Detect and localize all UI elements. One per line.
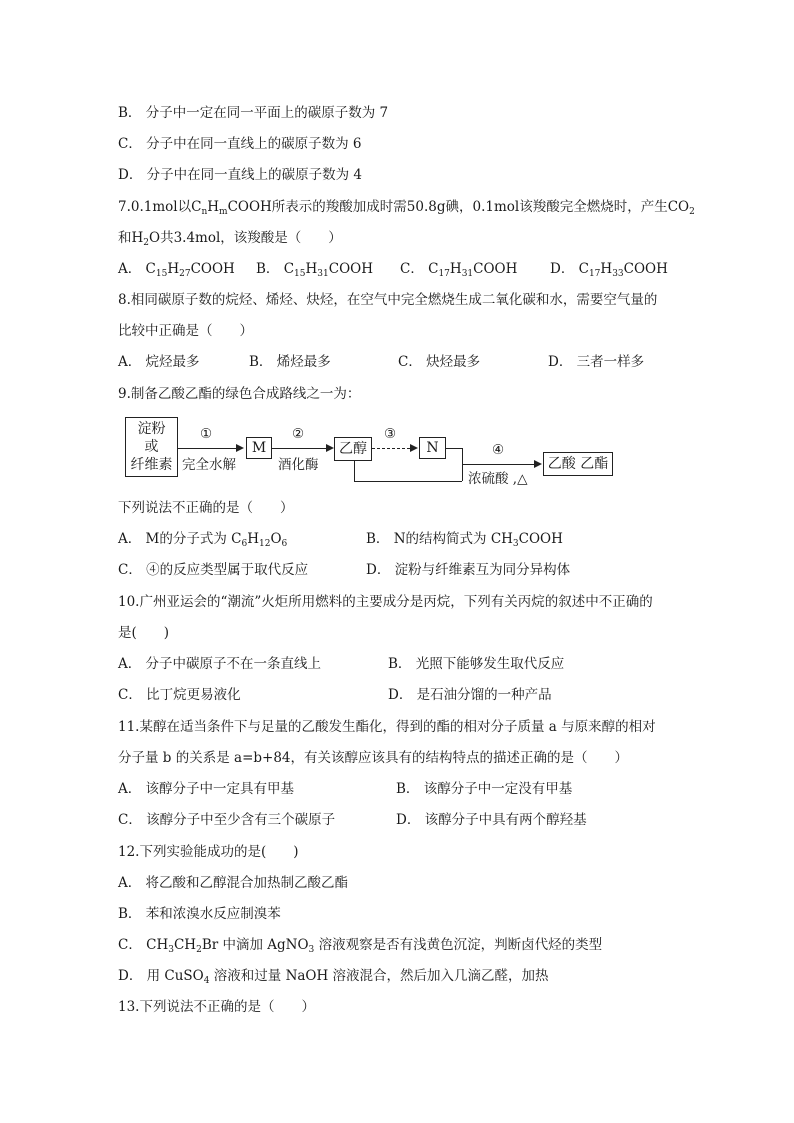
box-m: M — [246, 437, 272, 459]
q10-option-c: C． 比丁烷更易液化 — [118, 687, 241, 703]
arrow-step2-line — [272, 448, 326, 449]
q10-option-a: A． 分子中碳原子不在一条直线上 — [118, 656, 322, 672]
arrow-step1-head — [236, 444, 244, 452]
q13-stem: 13.下列说法不正确的是（ ） — [118, 999, 315, 1015]
step4-number: ④ — [492, 442, 505, 458]
q10-stem-line2: 是( ) — [118, 625, 170, 641]
q8-stem-line1: 8.相同碳原子数的烷烃、烯烃、炔烃，在空气中完全燃烧生成二氧化碳和水，需要空气量的 — [118, 292, 658, 308]
q7-option-d: D． $C_{17}H_{33}COOH$ — [550, 261, 668, 279]
q9-stem: 9.制备乙酸乙酯的绿色合成路线之一为： — [118, 386, 361, 402]
q10-option-b: B． 光照下能够发生取代反应 — [388, 656, 565, 672]
q11-option-a: A． 该醇分子中一定具有甲基 — [118, 781, 295, 797]
q7-stem-line1: 7.0.1mol以$C_nH_mCOOH$所表示的羧酸加成时需50.8g碘，0.1mol该羧酸完全燃烧时，产生$CO_2$ — [118, 199, 695, 217]
q12-option-a: A． 将乙酸和乙醇混合加热制乙酸乙酯 — [118, 875, 349, 891]
q9-option-a: A． M的分子式为 $C_6H_{12}O_6$ — [118, 531, 288, 549]
q12-option-b: B． 苯和浓溴水反应制溴苯 — [118, 906, 281, 922]
q7-option-a: A． $C_{15}H_{27}COOH$ — [118, 261, 235, 279]
q12-option-c: C． $CH_3CH_2Br$ 中滴加 AgNO$_3$ 溶液观察是否有浅黄色沉淀，判断卤代烃的类型 — [118, 937, 603, 955]
q7-option-b: B． $C_{15}H_{31}COOH$ — [256, 261, 373, 279]
q11-option-b: B． 该醇分子中一定没有甲基 — [396, 781, 573, 797]
q9-question: 下列说法不正确的是（ ） — [118, 500, 294, 516]
q9-option-b: B． N的结构简式为 $CH_3COOH$ — [366, 531, 563, 549]
q11-stem-line1: 11.某醇在适当条件下与足量的乙酸发生酯化，得到的酯的相对分子质量 a 与原来醇的相对 — [118, 719, 656, 735]
n-connector — [446, 448, 462, 449]
q11-option-d: D． 该醇分子中具有两个醇羟基 — [396, 812, 587, 828]
step2-number: ② — [292, 426, 305, 442]
q8-option-d: D． 三者一样多 — [548, 354, 645, 370]
ethanol-n-bottom-line — [354, 481, 462, 482]
q12-stem: 12.下列实验能成功的是( ) — [118, 844, 299, 860]
step4-condition: 浓硫酸 ,△ — [468, 471, 528, 487]
box-n: N — [419, 437, 446, 459]
q6-option-b: B． 分子中一定在同一平面上的碳原子数为 7 — [118, 105, 389, 121]
arrow-step3-head — [410, 444, 418, 452]
q6-option-c: C． 分子中在同一直线上的碳原子数为 6 — [118, 136, 362, 152]
q8-option-b: B． 烯烃最多 — [249, 354, 331, 370]
q8-option-a: A． 烷烃最多 — [118, 354, 200, 370]
arrow-step4-line — [462, 464, 534, 465]
arrow-step2-head — [326, 444, 334, 452]
step3-number: ③ — [384, 426, 397, 442]
arrow-step4-head — [534, 460, 542, 468]
arrow-step1-line — [178, 448, 236, 449]
q9-option-c: C． ④的反应类型属于取代反应 — [118, 562, 309, 578]
q10-stem-line1: 10.广州亚运会的“潮流”火炬所用燃料的主要成分是丙烷，下列有关丙烷的叙述中不正确的 — [118, 594, 653, 610]
step1-condition: 完全水解 — [182, 457, 236, 473]
box-ethanol: 乙醇 — [334, 437, 372, 461]
q11-option-c: C． 该醇分子中至少含有三个碳原子 — [118, 812, 336, 828]
q6-option-d: D． 分子中在同一直线上的碳原子数为 4 — [118, 167, 362, 183]
arrow-step3-dashed-line — [372, 448, 410, 449]
box-starch-cellulose: 淀粉 或 纤维素 — [125, 417, 178, 477]
q8-stem-line2: 比较中正确是（ ） — [118, 323, 253, 339]
ethanol-down-line — [354, 461, 355, 481]
step1-number: ① — [200, 426, 213, 442]
q10-option-d: D． 是石油分馏的一种产品 — [388, 687, 552, 703]
box-ethyl-acetate: 乙酸 乙酯 — [543, 452, 613, 476]
q12-option-d: D． 用 CuSO$_4$ 溶液和过量 NaOH 溶液混合，然后加入几滴乙醛，加热 — [118, 968, 549, 986]
step2-condition: 酒化酶 — [278, 457, 319, 473]
q7-option-c: C． $C_{17}H_{31}COOH$ — [400, 261, 518, 279]
q7-stem-line2: 和$H_2O$共3.4mol，该羧酸是（ ） — [118, 230, 342, 248]
q8-option-c: C． 炔烃最多 — [398, 354, 481, 370]
q11-stem-line2: 分子量 b 的关系是 a=b+84，有关该醇应该具有的结构特点的描述正确的是（ ） — [118, 750, 629, 766]
q9-option-d: D． 淀粉与纤维素互为同分异构体 — [366, 562, 571, 578]
